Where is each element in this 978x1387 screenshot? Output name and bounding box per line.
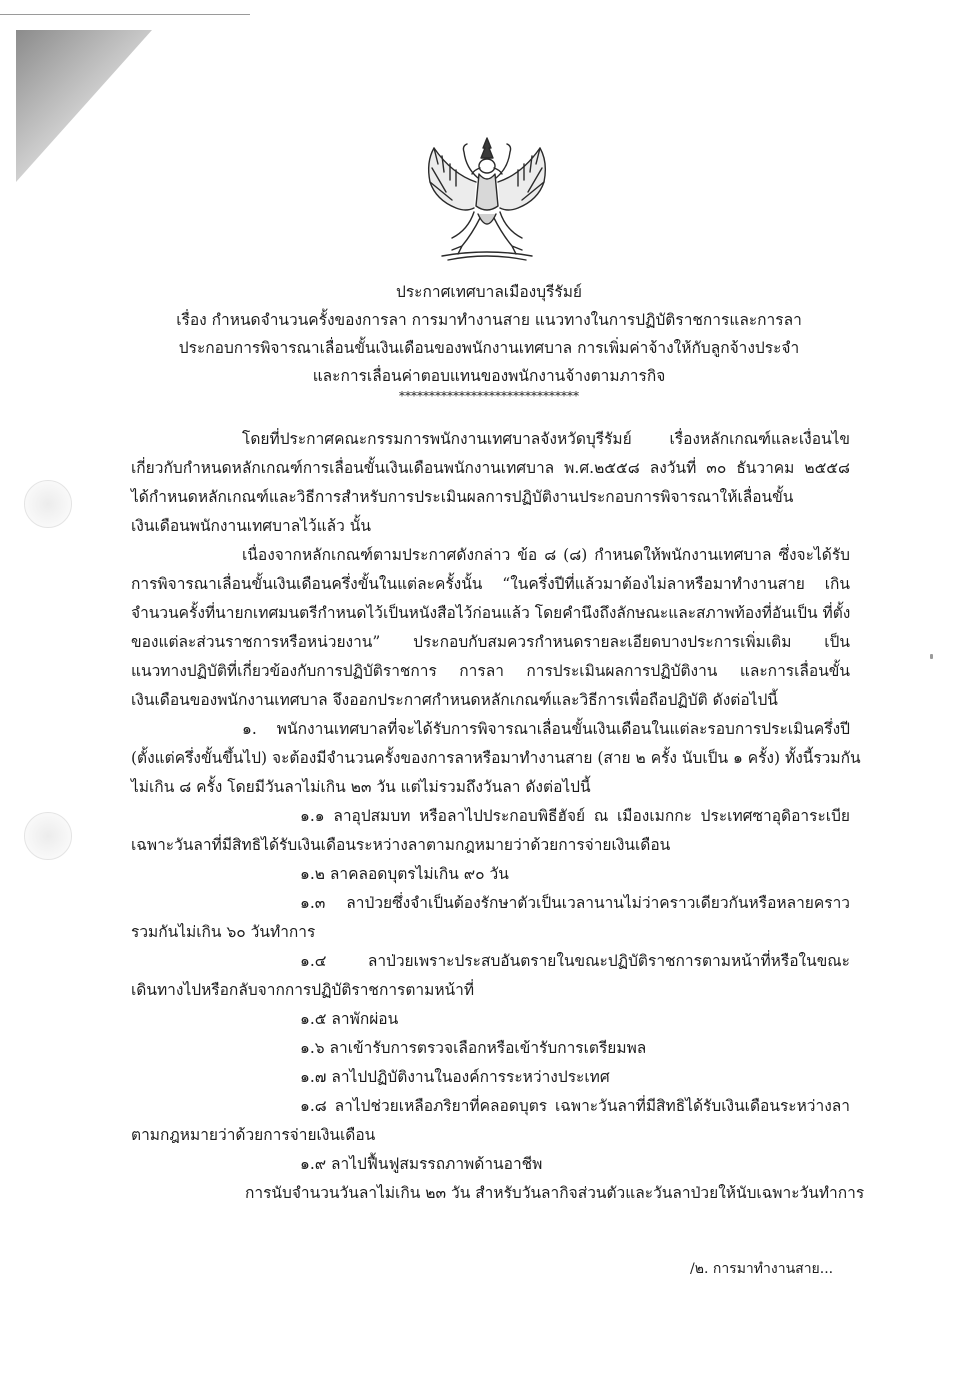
garuda-emblem <box>412 134 562 262</box>
folded-corner-shadow <box>16 30 152 182</box>
scan-speck <box>930 654 933 659</box>
punch-hole-bottom <box>24 812 72 860</box>
sub-item-1-9: ๑.๙ ลาไปฟื้นฟูสมรรถภาพด้านอาชีพ <box>300 1155 543 1173</box>
para2-line-2: การพิจารณาเลื่อนขั้นเงินเดือนครึ่งขั้นในแต่ละครั้งนั้น “ในครึ่งปีที่แล้วมาต้องไม่ลาหรือมาทำงานสาย เกิน <box>131 575 850 593</box>
sub-item-1-3-line-2: รวมกันไม่เกิน ๖๐ วันทำการ <box>131 923 316 941</box>
para1-line-4: เงินเดือนพนักงานเทศบาลไว้แล้ว นั้น <box>131 517 372 535</box>
separator-stars: ****************************** <box>399 389 579 403</box>
sub-item-1-4-line-1: ๑.๔ ลาป่วยเพราะประสบอันตรายในขณะปฏิบัติราชการตามหน้าที่หรือในขณะ <box>300 952 850 970</box>
item1-line-2: (ตั้งแต่ครึ่งขั้นขึ้นไป) จะต้องมีจำนวนครั้งของการลาหรือมาทำงานสาย (สาย ๒ ครั้ง นับเป็น ๑ ครั้ง) ทั้งนี้รวมกัน <box>131 749 861 767</box>
announcement-title: ประกาศเทศบาลเมืองบุรีรัมย์ <box>396 283 582 301</box>
sub-item-1-3-line-1: ๑.๓ ลาป่วยซึ่งจำเป็นต้องรักษาตัวเป็นเวลานานไม่ว่าคราวเดียวกันหรือหลายคราว <box>300 894 850 912</box>
para2-line-4: ของแต่ละส่วนราชการหรือหน่วยงาน” ประกอบกับสมควรกำหนดรายละเอียดบางประการเพิ่มเติม เป็น <box>131 633 850 651</box>
sub-item-1-1-line-2: เฉพาะวันลาที่มีสิทธิได้รับเงินเดือนระหว่างลาตามกฎหมายว่าด้วยการจ่ายเงินเดือน <box>131 836 671 854</box>
punch-hole-top <box>24 480 72 528</box>
para2-line-6: เงินเดือนของพนักงานเทศบาล จึงออกประกาศกำหนดหลักเกณฑ์และวิธีการเพื่อถือปฏิบัติ ดังต่อไปนี้ <box>131 691 778 709</box>
para2-line-3: จำนวนครั้งที่นายกเทศมนตรีกำหนดไว้เป็นหนังสือไว้ก่อนแล้ว โดยคำนึงถึงลักษณะและสภาพท้องที่อันเป็น ที่ตั้ง <box>131 604 851 622</box>
para1-line-3: ได้กำหนดหลักเกณฑ์และวิธีการสำหรับการประเมินผลการปฏิบัติงานประกอบการพิจารณาให้เลื่อนขั้น <box>131 488 794 506</box>
para1-line-2: เกี่ยวกับกำหนดหลักเกณฑ์การเลื่อนขั้นเงินเดือนพนักงานเทศบาล พ.ศ.๒๕๕๘ ลงวันที่ ๓๐ ธันวาคม ๒๕๕๘ <box>131 459 850 477</box>
sub-item-1-5: ๑.๕ ลาพักผ่อน <box>300 1010 399 1028</box>
item1-line-1: ๑. พนักงานเทศบาลที่จะได้รับการพิจารณาเลื่อนขั้นเงินเดือนในแต่ละรอบการประเมินครึ่งปี <box>242 720 850 738</box>
para1-line-1: โดยที่ประกาศคณะกรรมการพนักงานเทศบาลจังหวัดบุรีรัมย์ เรื่องหลักเกณฑ์และเงื่อนไข <box>242 430 850 448</box>
sub-item-1-8-line-2: ตามกฎหมายว่าด้วยการจ่ายเงินเดือน <box>131 1126 376 1144</box>
sub-item-1-8-line-1: ๑.๘ ลาไปช่วยเหลือภริยาที่คลอดบุตร เฉพาะวันลาที่มีสิทธิได้รับเงินเดือนระหว่างลา <box>300 1097 850 1115</box>
sub-item-1-1-line-1: ๑.๑ ลาอุปสมบท หรือลาไปประกอบพิธีฮัจย์ ณ เมืองเมกกะ ประเทศซาอุดิอาระเบีย <box>300 807 850 825</box>
sub-item-1-6: ๑.๖ ลาเข้ารับการตรวจเลือกหรือเข้ารับการเตรียมพล <box>300 1039 647 1057</box>
sub-item-1-4-line-2: เดินทางไปหรือกลับจากการปฏิบัติราชการตามหน้าที่ <box>131 981 475 999</box>
scan-edge-line <box>0 14 250 15</box>
para2-line-1: เนื่องจากหลักเกณฑ์ตามประกาศดังกล่าว ข้อ ๘ (๘) กำหนดให้พนักงานเทศบาล ซึ่งจะได้รับ <box>242 546 850 564</box>
leave-count-note: การนับจำนวนวันลาไม่เกิน ๒๓ วัน สำหรับวันลากิจส่วนตัวและวันลาป่วยให้นับเฉพาะวันทำการ <box>245 1184 865 1202</box>
subject-line-2: ประกอบการพิจารณาเลื่อนขั้นเงินเดือนของพนักงานเทศบาล การเพิ่มค่าจ้างให้กับลูกจ้างประจำ <box>178 339 800 357</box>
subject-line-1: เรื่อง กำหนดจำนวนครั้งของการลา การมาทำงานสาย แนวทางในการปฏิบัติราชการและการลา <box>176 311 802 329</box>
sub-item-1-7: ๑.๗ ลาไปปฏิบัติงานในองค์การระหว่างประเทศ <box>300 1068 610 1086</box>
continuation-marker: /๒. การมาทำงานสาย... <box>690 1261 834 1277</box>
para2-line-5: แนวทางปฏิบัติที่เกี่ยวข้องกับการปฏิบัติราชการ การลา การประเมินผลการปฏิบัติงาน และการเลื่อนขั้น <box>131 662 850 680</box>
sub-item-1-2: ๑.๒ ลาคลอดบุตรไม่เกิน ๙๐ วัน <box>300 865 509 883</box>
item1-line-3: ไม่เกิน ๘ ครั้ง โดยมีวันลาไม่เกิน ๒๓ วัน แต่ไม่รวมถึงวันลา ดังต่อไปนี้ <box>131 778 591 796</box>
subject-line-3: และการเลื่อนค่าตอบแทนของพนักงานจ้างตามภารกิจ <box>312 367 666 385</box>
